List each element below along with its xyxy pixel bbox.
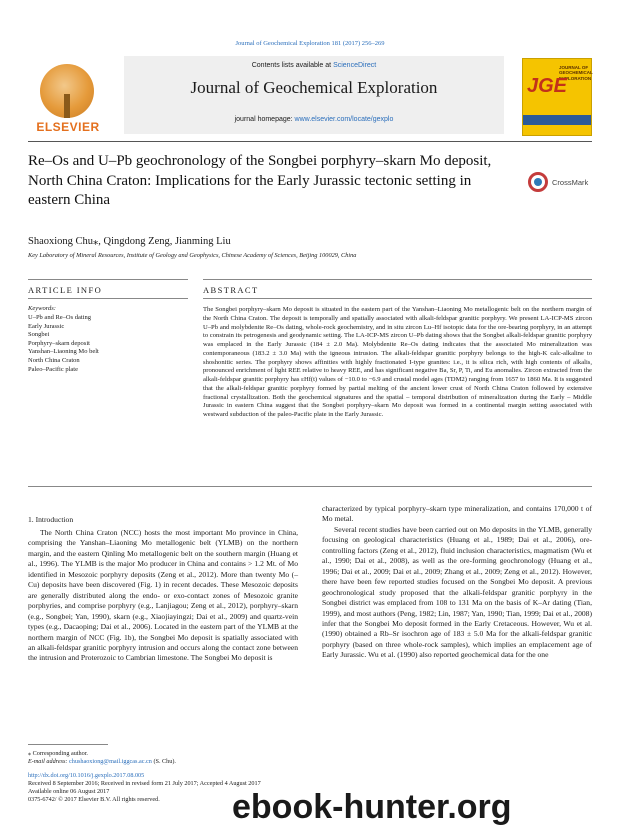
crossmark-icon <box>528 172 548 192</box>
article-info-divider-top <box>28 279 188 280</box>
article-info-divider <box>28 298 188 299</box>
keyword-item: Yanshan–Liaoning Mo belt <box>28 348 99 356</box>
watermark-text: ebook-hunter.org <box>232 788 512 826</box>
journal-banner <box>124 56 504 134</box>
author-list[interactable]: Shaoxiong Chu⁎, Qingdong Zeng, Jianming Liu <box>28 236 231 247</box>
intro-paragraph: Several recent studies have been carried out on Mo deposits in the YLMB, generally focusing on geological characteristics (Huang et al., 1989; Dai et al., 2006), ore-controlling factors (Zeng et al., 2012), fluid inclusion characteristics, magmatism (Wu et al., 1990; Dai et al., 2008), as well as the ore-forming geochronology (Huang et al., 1996; Dai et al., 2009; Dai et al., 2009; Zhang et al., 2009; Zeng et al., 2012). However, there have been few reported studies focused on the Songbei Mo deposit. A previous geochronological study proposed that the alkali-feldspar granitic porphyry in the Songbei district was emplaced from 108 to 131 Ma on the basis of K–Ar dating (Tian, 1999), and most authors (Peng, 1982; Lin, 1987; Yan, 1990; Tian, 1999; Dai et al., 2008) infer that the Songbei Mo deposit formed in the Early Cretaceous. However, Wu et al. (1990) obtained a Rb–Sr isochron age of 183 ± 5.0 Ma for the alkali-feldspar granitic porphyry (based on three whole-rock samples), which implies an emplacement age of Early Jurassic. Wu et al. (1990) also reported geochemical data for the one <box>322 524 592 660</box>
email-link[interactable]: chushaoxiong@mail.iggcas.ac.cn <box>69 758 152 765</box>
keyword-item: Paleo–Pacific plate <box>28 365 78 373</box>
keywords-label: Keywords: <box>28 305 56 312</box>
journal-cover-thumbnail[interactable] <box>522 58 592 136</box>
keyword-item: Porphyry–skarn deposit <box>28 339 90 347</box>
keyword-item: Early Jurassic <box>28 322 65 330</box>
elsevier-logo[interactable] <box>28 58 108 136</box>
journal-citation[interactable]: Journal of Geochemical Exploration 181 (2017) 256–269 <box>235 40 385 47</box>
abstract-text: The Songbei porphyry–skarn Mo deposit is situated in the eastern part of the Yanshan–Liaoning Mo metallogenic belt on the northern margin of the North China Craton. The deposit is temporally and spatially associated with alkali-feldspar granitic porphyry. We present LA-ICP-MS zircon U–Pb and molybdenite Re–Os dating, whole-rock geochemistry, and in situ zircon Lu–Hf isotopic data for the ore-bearing porphyry, in an attempt to constrain its petrogenesis and geodynamic setting. The LA-ICP-MS zircon U–Pb dating shows that the Songbei alkali-feldspar granitic porphyry was emplaced in the Early Jurassic (184 ± 2.0 Ma). Molybdenite Re–Os dating indicates that the associated Mo mineralization was contemporaneous (183.2 ± 3.0 Ma) with the igneous intrusion. The alkali-feldspar granitic porphyry belongs to the high-K calc-alkaline to shoshonitic series. The porphyry shows affinities with highly fractionated I-type granites: i.e., it is silica rich, with high contents of alkalis, pronounced enrichment of light REE relative to heavy REE, and has significant negative Ba, Sr, P, Ti, and Eu anomalies. Zircon extracted from the alkali-feldspar granitic porphyry has εHf(t) values of −10.0 to −6.9 and crustal model ages (TDM2) ranging from 1657 to 1860 Ma. It is suggested that the alkali-feldspar granitic porphyry formed by partial melting of the ancient lower crust of North China Craton followed by extensive fractional crystallization. Both the geochemical signatures and the spatial – temporal distribution of mineralization during the Early – Middle Jurassic in eastern China suggest that the Songbei porphyry–skarn Mo deposit was formed in a continental margin setting associated with westward subduction of the paleo-Pacific plate in the Early Jurassic. <box>203 306 592 418</box>
elsevier-tree-icon <box>40 64 94 118</box>
publication-metadata: http://dx.doi.org/10.1016/j.gexplo.2017.08.005 Received 8 September 2016; Received in revised form 21 July 2017; Accepted 4 August 2017 Available online 06 August 2017 0375-6742/ © 2017 Elsevier B.V. All rights reserved. <box>28 772 261 803</box>
homepage-line: journal homepage: www.elsevier.com/locate/gexplo <box>234 116 394 123</box>
abstract-divider-top <box>203 279 592 280</box>
author-affiliation: Key Laboratory of Mineral Resources, Institute of Geology and Geophysics, Chinese Academy of Sciences, Beijing 100029, China <box>28 252 357 259</box>
homepage-link[interactable]: www.elsevier.com/locate/gexplo <box>294 116 394 123</box>
intro-paragraph-continued: characterized by typical porphyry–skarn type mineralization, and contains 170,000 t of Mo metal. <box>322 504 592 524</box>
introduction-heading: 1. Introduction <box>28 515 74 524</box>
cover-band <box>523 115 591 125</box>
keyword-item: North China Craton <box>28 356 80 364</box>
abstract-heading: ABSTRACT <box>203 285 259 295</box>
elsevier-wordmark: ELSEVIER <box>36 120 100 134</box>
keyword-item: Songbei <box>28 331 50 339</box>
footnote-divider <box>28 744 108 745</box>
sciencedirect-link[interactable]: ScienceDirect <box>333 62 377 69</box>
keyword-list <box>28 314 99 374</box>
journal-header <box>28 56 592 138</box>
keyword-item: U–Pb and Re–Os dating <box>28 314 92 321</box>
abstract-divider <box>203 298 592 299</box>
crossmark-badge[interactable] <box>528 170 594 196</box>
cover-abbrev: JGE <box>527 75 568 97</box>
header-divider <box>28 141 592 142</box>
contents-line: Contents lists available at ScienceDirect <box>251 62 377 69</box>
journal-title: Journal of Geochemical Exploration <box>190 78 438 97</box>
abstract-divider-bottom <box>28 486 592 487</box>
doi-link[interactable]: http://dx.doi.org/10.1016/j.gexplo.2017.08.005 <box>28 772 145 779</box>
crossmark-label: CrossMark <box>552 178 589 187</box>
article-info-heading: ARTICLE INFO <box>28 285 103 295</box>
body-column-left <box>28 528 298 664</box>
article-title: Re–Os and U–Pb geochronology of the Songbei porphyry–skarn Mo deposit, North China Craton: Implications for the Early Jurassic tectonic setting in eastern China <box>28 153 492 208</box>
cover-title: JOURNAL OF GEOCHEMICAL EXPLORATION <box>559 65 593 81</box>
corresponding-author-footnote: ⁎ Corresponding author. E-mail address: chushaoxiong@mail.iggcas.ac.cn (S. Chu). <box>28 750 176 765</box>
body-column-right <box>322 504 592 661</box>
intro-paragraph: The North China Craton (NCC) hosts the most important Mo province in China, comprising the Yanshan–Liaoning Mo metallogenic belt (YLMB) on the northern margin, and the eastern Qinling Mo metallogenic belt on the southern margin (Huang et al., 1996). The YLMB is the major Mo producer in China and contains > 1.2 Mt. of Mo identified in Mesozoic porphyry deposits (Zeng et al., 2012). More than twenty Mo (–Cu) deposits have been discovered (Fig. 1) in recent decades. These Mesozoic deposits are generally distributed along the endo- or exo-contact zones of Mesozoic granite porphyries, and comprise porphyry (e.g., Lanjiagou; Zeng et al., 2012), porphyry–skarn (e.g., Songbei; Yan, 1990), skarn (e.g., Xiaojiayingzi; Dai et al., 2009) and quartz-vein types (e.g., Dacaoping; Dai et al., 2006). Located in the eastern part of the YLMB at the northern margin of NCC (Fig. 1b), the Songbei Mo deposit is spatially associated with an alkali-feldspar granitic porphyry intrusion and occurs along the contact zone between the intrusion and Proterozoic to Cambrian limestone. The Songbei Mo deposit is <box>28 528 298 663</box>
